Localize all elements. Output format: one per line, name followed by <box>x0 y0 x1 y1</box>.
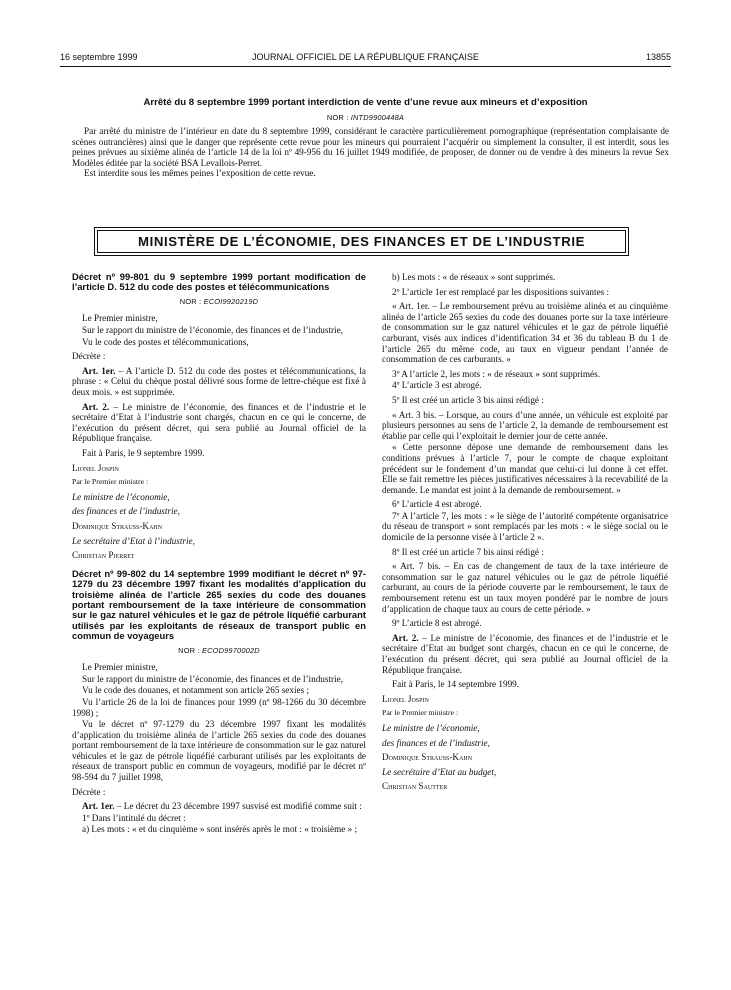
header-page-number: 13855 <box>645 52 671 62</box>
signer-name: Lionel Jospin <box>72 462 119 473</box>
article-text: – Le ministre de l’économie, des finances et de l’industrie et le secrétaire d’Etat au budget sont chargés, chacun en ce qui le concerne, de l’exécution du présent décret, qui sera publié au Journal officiel de la République française. <box>382 632 668 675</box>
left-column <box>72 272 366 836</box>
article-label: Art. 2. <box>392 632 419 643</box>
decree-article <box>72 402 366 444</box>
decree-line: Le Premier ministre, <box>82 313 158 324</box>
decree-item: 4º L’article 3 est abrogé. <box>392 380 482 391</box>
nor-code: ECOI9920219D <box>203 296 259 306</box>
decree-quote: « Art. 7 bis. – En cas de changement de taux de la taxe intérieure de consommation sur le gaz naturel véhicules ou le gaz de pétrole liquéfié carburant, au cours de la période couverte par le remboursement, le taux de remboursement retenu est un taux moyen pondéré par le nombre de jours d’application de chaque taux au cours de cette période. » <box>382 561 668 614</box>
decree-item: 7º A l’article 7, les mots : « le siège de l’autorité compétente organisatrice du réseau de transport » sont remplacés par les mots : « le siège social ou le domicile de la personne visée à l’article 2 ». <box>382 510 668 543</box>
header-rule <box>60 66 671 67</box>
decree-item: b) Les mots : « de réseaux » sont supprimés. <box>392 272 556 282</box>
article-label: Art. 2. <box>82 401 110 412</box>
decree-fait: Fait à Paris, le 14 septembre 1999. <box>392 679 520 690</box>
par-premier-ministre: Par le Premier ministre : <box>72 477 149 487</box>
decree-article <box>382 633 668 675</box>
arrete-paragraph: Par arrêté du ministre de l’intérieur en date du 8 septembre 1999, considérant le caractère particulièrement pornographique (représentation complaisante de scènes outrancières) ainsi que le danger que représente cette revue pour les mineurs qui pourraient l’acquérir ou simplement la consulter, il est interdit, sous les peines prévues au sixième alinéa de l’article 14 de la loi nº 49-956 du 16 juillet 1949 modifiée, de proposer, de donner ou de vendre à des mineurs la revue Sex Modèles éditée par la société BSA Levallois-Perret. <box>72 126 669 168</box>
signer-name: Lionel Jospin <box>382 693 429 704</box>
decree-item: 1º Dans l’intitulé du décret : <box>82 812 186 823</box>
decree-quote: « Art. 3 bis. – Lorsque, au cours d’une année, un véhicule est exploité par plusieurs personnes au sens de l’article 2, la demande de remboursement est établie par celle qui l’exploitait le dernier jour de cette année. <box>382 409 668 441</box>
decree-title: Décret nº 99-801 du 9 septembre 1999 portant modification de l’article D. 512 du code des postes et télécommunications <box>72 271 366 293</box>
secretary-name: Christian Sautter <box>382 781 448 792</box>
header-date: 16 septembre 1999 <box>60 52 138 62</box>
nor-label: NOR : <box>178 645 200 655</box>
secretary-name: Christian Pierret <box>72 550 135 561</box>
minister-title: Le ministre de l’économie, <box>72 491 170 502</box>
decree-item: 8º Il est créé un article 7 bis ainsi rédigé : <box>392 546 544 557</box>
article-text: – Le ministre de l’économie, des finances et de l’industrie et le secrétaire d’Etat à l’industrie sont chargés, chacun en ce qui le concerne, de l’exécution du présent décret, qui sera publié au Journal officiel de la République française. <box>72 401 366 444</box>
arrete-body <box>72 126 669 179</box>
decree-item: 9º L’article 8 est abrogé. <box>392 618 482 629</box>
decree-line: Sur le rapport du ministre de l’économie, des finances et de l’industrie, <box>82 325 344 335</box>
minister-title: des finances et de l’industrie, <box>72 506 180 517</box>
minister-name: Dominique Strauss-Kahn <box>72 520 163 531</box>
decree-line: Vu l’article 26 de la loi de finances pour 1999 (nº 98-1266 du 30 décembre 1998) ; <box>72 696 366 718</box>
article-text: – A l’article D. 512 du code des postes et télécommunications, la phrase : « Celui du chèque postal délivré sous forme de lettre-chèque est fixé à deux mois. » est supprimée. <box>72 365 366 397</box>
decree-article <box>72 366 366 398</box>
arrete-paragraph: Est interdite sous les mêmes peines l’exposition de cette revue. <box>84 168 316 179</box>
par-premier-ministre: Par le Premier ministre : <box>382 708 459 718</box>
decree-line: Vu le code des douanes, et notamment son article 265 sexies ; <box>82 685 310 696</box>
decree-fait: Fait à Paris, le 9 septembre 1999. <box>82 447 205 458</box>
minister-title: Le ministre de l’économie, <box>382 722 480 733</box>
decree-quote: « Art. 1er. – Le remboursement prévu au troisième alinéa et au cinquième alinéa de l’article 265 sexies du code des douanes porte sur la taxe intérieure de consommation sur le gaz naturel véhicules et le gaz de pétrole liquéfié carburant, visés aux indices d’identification 34 et 36 du tableau B du 1 de l’article 265 du même code, au taux en vigueur pendant l’année de consommation de ces carburants. » <box>382 301 668 365</box>
right-column <box>382 272 668 796</box>
decree-line: Vu le code des postes et télécommunications, <box>82 336 249 347</box>
decree-nor <box>72 646 366 657</box>
decree-item: 5º Il est créé un article 3 bis ainsi rédigé : <box>392 394 544 405</box>
decree-item: 6º L’article 4 est abrogé. <box>392 499 482 510</box>
decree-title: Décret nº 99-802 du 14 septembre 1999 modifiant le décret nº 97-1279 du 23 décembre 1997 fixant les modalités d’application du troisième alinéa de l’article 265 sexies du code des douanes portant remboursement de la taxe intérieure de consommation sur le gaz naturel véhicules et le gaz de pétrole liquéfié carburant utilisés par les exploitants de réseaux de transport public en commun de voyageurs <box>72 567 366 642</box>
decree-nor <box>72 297 366 308</box>
decree-item: a) Les mots : « et du cinquième » sont insérés après le mot : « troisième » ; <box>82 824 358 835</box>
header-journal-title: JOURNAL OFFICIEL DE LA RÉPUBLIQUE FRANÇAISE <box>252 52 479 62</box>
page-header <box>60 52 671 66</box>
nor-code: INTD9900448A <box>350 113 405 122</box>
minister-name: Dominique Strauss-Kahn <box>382 752 473 763</box>
minister-title: des finances et de l’industrie, <box>382 737 490 748</box>
article-label: Art. 1er. <box>82 365 116 376</box>
decree-line: Sur le rapport du ministre de l’économie, des finances et de l’industrie, <box>82 673 344 684</box>
nor-label: NOR : <box>179 296 202 306</box>
decree-line: Le Premier ministre, <box>82 662 158 673</box>
decree-item: 2º L’article 1er est remplacé par les dispositions suivantes : <box>392 286 610 297</box>
nor-code: ECOD9970002D <box>201 645 260 655</box>
ministry-heading: MINISTÈRE DE L’ÉCONOMIE, DES FINANCES ET DE L’INDUSTRIE <box>97 230 626 253</box>
decree-item: 3º A l’article 2, les mots : « de réseaux » sont supprimés. <box>392 368 601 379</box>
decree-article <box>72 801 366 812</box>
article-text: – Le décret du 23 décembre 1997 susvisé est modifié comme suit : <box>114 801 362 812</box>
decree-line: Vu le décret nº 97-1279 du 23 décembre 1997 fixant les modalités d’application du troisième alinéa de l’article 265 sexies du code des douanes portant remboursement de la taxe intérieure de consommation sur le gaz naturel véhicules et le gaz de pétrole liquéfié carburant utilisés par les exploitants de réseaux de transport public en commun de voyageurs, modifié par le décret nº 98-594 du 7 juillet 1998, <box>72 719 366 783</box>
arrete-nor <box>60 113 671 122</box>
decree-quote: « Cette personne dépose une demande de remboursement dans les conditions prévues à l’article 7, pour le compte de chaque exploitant précédent sur le fondement d’un mandat que celui-ci lui donne à cet effet. Elle se fait remettre les pièces justificatives nécessaires à la recevabilité de la demande. Le mandat est joint à la demande de remboursement. » <box>382 442 668 495</box>
secretary-title: Le secrétaire d’Etat à l’industrie, <box>72 535 195 546</box>
article-label: Art. 1er. <box>82 801 115 812</box>
nor-label: NOR : <box>326 113 349 122</box>
arrete-title: Arrêté du 8 septembre 1999 portant interdiction de vente d’une revue aux mineurs et d’exposition <box>143 97 588 108</box>
decree-decrete: Décrète : <box>72 786 106 797</box>
decree-decrete: Décrète : <box>72 351 106 362</box>
secretary-title: Le secrétaire d’Etat au budget, <box>382 766 497 777</box>
